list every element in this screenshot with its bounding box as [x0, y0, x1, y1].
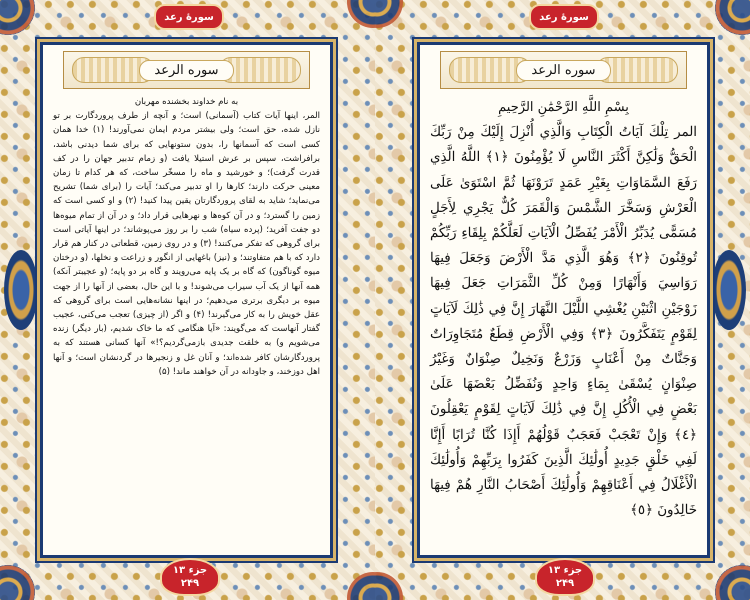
corner-ornament — [375, 0, 403, 28]
basmala: بِسْمِ اللَّهِ الرَّحْمَٰنِ الرَّحِيمِ — [498, 100, 629, 115]
page-number-badge — [160, 558, 220, 596]
quran-text-frame — [417, 42, 710, 558]
translation-text: المر، اینها آیات کتاب (آسمانی) است؛ و آنچه از طرف پروردگارت بر تو نازل شده، حق است؛ ولی بیشتر مردم ایمان نمی‌آورند! (۱) خدا همان کسی است که آسمانها را، بدون ستونهایی که برای شما دیدنی باشد، برافراشت، سپس بر عرش استیلا یافت (و زمام تدبیر جهان را در کف قدرت گرفت)؛ و خورشید و ماه را مسخّر ساخت، که هر کدام تا زمان معینی حرکت دارند؛ کارها را او تدبیر می‌کند؛ آیات را (برای شما) تشریح می‌نماید؛ شاید به لقای پروردگارتان یقین پیدا کنید! (۲) و او کسی است که زمین را گسترد؛ و در آن کوه‌ها و نهرهایی قرار داد؛ و در آن از تمام میوه‌ها دو جفت آفرید؛ (پرده سیاه) شب را بر روز می‌پوشاند؛ در اینها آیاتی است برای گروهی که تفکر می‌کنند! (۳) و در روی زمین، قطعاتی در کنار هم قرار دارد که با هم متفاوتند؛ و (نیز) باغهایی از انگور و زراعت و نخلها، (و درختان میوه گوناگون) که گاه بر یک پایه می‌رویند و گاه بر دو پایه؛ (و عجیبتر آنکه) همه آنها از یک آب سیراب می‌شوند! و با این حال، بعضی از آنها را از جهت میوه بر دیگری برتری می‌دهیم؛ در اینها نشانه‌هایی است برای گروهی که عقل خویش را به کار می‌گیرند! (۴) و اگر (از چیزی) تعجب می‌کنی، عجیب گفتار آنهاست که می‌گویند: «آیا هنگامی که ما خاک شدیم، (بار دیگر) زنده می‌شویم و) به خلقت جدیدی بازمی‌گردیم؟!» آنها کسانی هستند که به پروردگارشان کافر شده‌اند؛ و آنان غل و زنجیرها در گردنشان است؛ و آنها اهل دوزخند، و جاودانه در آن خواهند ماند! (۵) — [53, 111, 320, 377]
corner-ornament — [712, 0, 750, 38]
translation-text-block — [53, 95, 320, 549]
translation-paragraph — [53, 95, 320, 379]
juz-label: جزء ۱۳ — [547, 565, 583, 576]
corner-ornament — [347, 572, 375, 600]
surah-title: سوره الرعد — [139, 60, 233, 81]
arabic-verses: المر تِلْكَ آيَاتُ الْكِتَابِ وَالَّذِي أُنْزِلَ إِلَيْكَ مِنْ رَبِّكَ الْحَقُّ وَلَٰكِنَّ أَكْثَرَ النَّاسِ لَا يُؤْمِنُونَ ﴿١﴾ اللَّهُ الَّذِي رَفَعَ السَّمَاوَاتِ بِغَيْرِ عَمَدٍ تَرَوْنَهَا ثُمَّ اسْتَوَىٰ عَلَى الْعَرْشِ وَسَخَّرَ الشَّمْسَ وَالْقَمَرَ كُلٌّ يَجْرِي لِأَجَلٍ مُسَمًّى يُدَبِّرُ الْأَمْرَ يُفَصِّلُ الْآيَاتِ لَعَلَّكُمْ بِلِقَاءِ رَبِّكُمْ تُوقِنُونَ ﴿٢﴾ وَهُوَ الَّذِي مَدَّ الْأَرْضَ وَجَعَلَ فِيهَا رَوَاسِيَ وَأَنْهَارًا وَمِنْ كُلِّ الثَّمَرَاتِ جَعَلَ فِيهَا زَوْجَيْنِ اثْنَيْنِ يُغْشِي اللَّيْلَ النَّهَارَ إِنَّ فِي ذَٰلِكَ لَآيَاتٍ لِقَوْمٍ يَتَفَكَّرُونَ ﴿٣﴾ وَفِي الْأَرْضِ قِطَعٌ مُتَجَاوِرَاتٌ وَجَنَّاتٌ مِنْ أَعْنَابٍ وَزَرْعٌ وَنَخِيلٌ صِنْوَانٌ وَغَيْرُ صِنْوَانٍ يُسْقَىٰ بِمَاءٍ وَاحِدٍ وَنُفَضِّلُ بَعْضَهَا عَلَىٰ بَعْضٍ فِي الْأُكُلِ إِنَّ فِي ذَٰلِكَ لَآيَاتٍ لِقَوْمٍ يَعْقِلُونَ ﴿٤﴾ وَإِنْ تَعْجَبْ فَعَجَبٌ قَوْلُهُمْ أَإِذَا كُنَّا تُرَابًا أَإِنَّا لَفِي خَلْقٍ جَدِيدٍ أُولَٰئِكَ الَّذِينَ كَفَرُوا بِرَبِّهِمْ وَأُولَٰئِكَ الْأَغْلَالُ فِي أَعْنَاقِهِمْ وَأُولَٰئِكَ أَصْحَابُ النَّارِ هُمْ فِيهَا خَالِدُونَ ﴿٥﴾ — [430, 125, 698, 519]
right-page — [375, 0, 750, 600]
translation-frame — [40, 42, 333, 558]
corner-ornament — [0, 562, 38, 600]
basmala-translation: به نام خداوند بخشنده مهربان — [134, 97, 239, 107]
corner-ornament — [347, 0, 375, 28]
arabic-paragraph — [430, 95, 697, 523]
page-number: ۲۴۹ — [180, 578, 200, 589]
surah-tag: سورهٔ رعد — [529, 4, 599, 30]
surah-tag: سورهٔ رعد — [154, 4, 224, 30]
page-number-badge — [535, 558, 595, 596]
side-medallion — [4, 250, 38, 330]
surah-title-box — [440, 51, 687, 89]
juz-label: جزء ۱۳ — [172, 565, 208, 576]
surah-title: سوره الرعد — [516, 60, 610, 81]
corner-ornament — [0, 0, 38, 38]
arabic-text-block — [430, 95, 697, 549]
side-medallion — [712, 250, 746, 330]
page-number: ۲۴۹ — [555, 578, 575, 589]
surah-title-box — [63, 51, 310, 89]
corner-ornament — [375, 572, 403, 600]
corner-ornament — [712, 562, 750, 600]
